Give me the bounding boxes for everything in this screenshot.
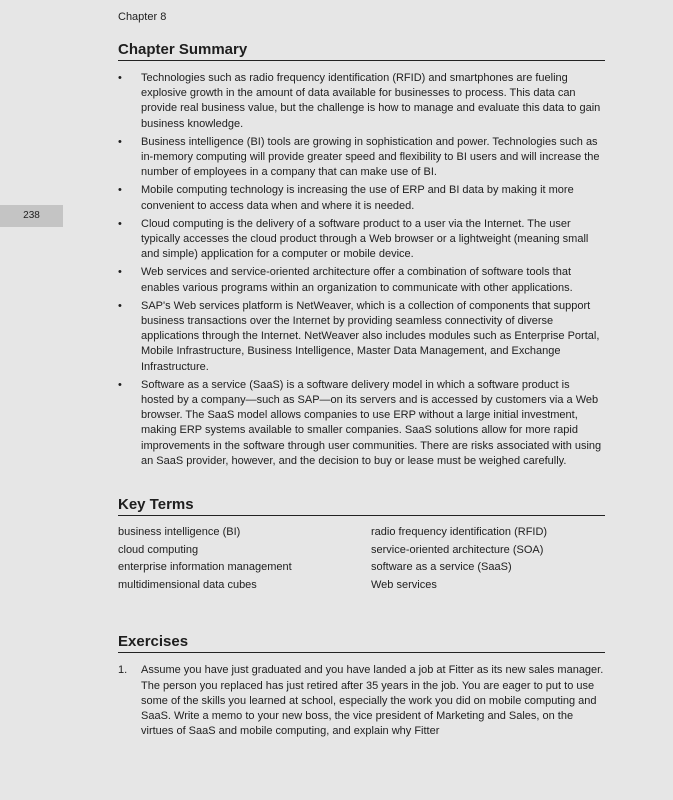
key-terms-heading: Key Terms	[118, 495, 605, 516]
key-terms-section	[118, 495, 605, 594]
key-terms-grid	[118, 524, 605, 594]
summary-bullet: • SAP's Web services platform is NetWeaver, which is a collection of components that support business transactions over the Internet by providing seamless connectivity of diverse applications through the Internet. NetWeaver also includes modules such as Enterprise Portal, Mobile Infrastructure, Business Intelligence, Master Data Management, and Exchange Infrastructure.	[118, 299, 605, 375]
summary-bullet: • Web services and service-oriented architecture offer a combination of software tools that enables various programs within an organization to communicate with other applications.	[118, 265, 605, 295]
exercise-list	[118, 663, 605, 739]
summary-bullet: • Mobile computing technology is increasing the use of ERP and BI data by making it more convenient to access data when and where it is needed.	[118, 183, 605, 213]
exercise-number: 1.	[118, 664, 128, 677]
chapter-summary-heading: Chapter Summary	[118, 40, 605, 61]
summary-bullet-list	[118, 71, 605, 469]
exercises-heading: Exercises	[118, 632, 605, 653]
chapter-summary-section	[118, 40, 605, 469]
key-term: Web services	[371, 578, 437, 591]
key-term: software as a service (SaaS)	[371, 561, 512, 574]
exercise-item	[118, 663, 605, 739]
key-term: radio frequency identification (RFID)	[371, 526, 548, 539]
summary-bullet: • Cloud computing is the delivery of a software product to a user via the Internet. The user typically accesses the cloud product through a Web browser or a lightweight (meaning small and simple) application for a computer or mobile device.	[118, 217, 605, 263]
key-term: multidimensional data cubes	[118, 578, 257, 591]
summary-bullet: • Business intelligence (BI) tools are growing in sophistication and power. Technologies such as in-memory computing will provide greater speed and flexibility to BI users and will increase the number of employees in a company that can make use of BI.	[118, 135, 605, 181]
key-term: service-oriented architecture (SOA)	[371, 543, 544, 556]
summary-bullet: • Technologies such as radio frequency identification (RFID) and smartphones are fueling explosive growth in the amount of data available for businesses to process. This data can provide real business value, but the challenge is how to manage and evaluate this data to gain business knowledge.	[118, 71, 605, 132]
key-term: enterprise information management	[118, 561, 292, 574]
key-term: cloud computing	[118, 543, 199, 556]
key-term: business intelligence (BI)	[118, 526, 241, 539]
page-number-tab: 238	[0, 205, 63, 227]
exercise-text: Assume you have just graduated and you have landed a job at Fitter as its new sales manager. The person you replaced has just retired after 35 years in the job. You are eager to put to use some of the skills you learned at school, especially the work you did on mobile computing and SaaS. Write a memo to your new boss, the vice president of Marketing and Sales, on the virtues of SaaS and mobile computing, and explain why Fitter	[141, 664, 604, 738]
chapter-label: Chapter 8	[118, 11, 167, 23]
summary-bullet: • Software as a service (SaaS) is a software delivery model in which a software product is hosted by a company—such as SAP—on its servers and is accessed by customers via a Web browser. The SaaS model allows companies to use ERP without a large initial investment, making ERP systems available to smaller companies. SaaS solutions allow for more rapid improvements in the software through user communities. There are risks associated with using an SaaS provider, however, and the decision to buy or lease must be weighed carefully.	[118, 378, 605, 469]
page-content	[118, 40, 605, 739]
exercises-section	[118, 632, 605, 739]
